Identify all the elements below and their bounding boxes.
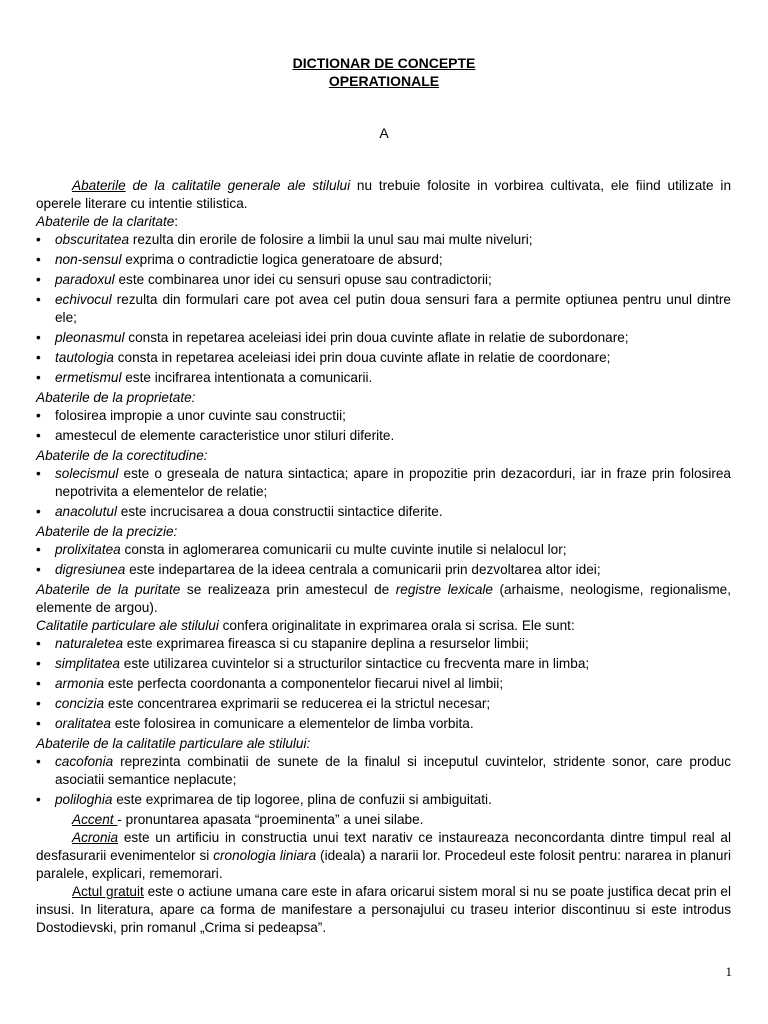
list-item: [36, 503, 731, 521]
bullet-icon: •: [36, 542, 41, 557]
definition: consta in aglomerarea comunicarii cu multe cuvinte inutile si nelalocul lor;: [120, 542, 567, 557]
definition: (ideala) a nararii lor. Procedeul este folosit pentru: nararea in planuri paralele, explicari, rememorari.: [36, 848, 731, 881]
acronia-entry: [36, 829, 731, 883]
term: ermetismul: [55, 370, 122, 385]
term: poliloghia: [55, 792, 113, 807]
corectitudine-heading-label: Abaterile de la corectitudine:: [36, 448, 208, 463]
definition: rezulta din formulari care pot avea cel putin doua sensuri fara a permite optiunea pentru unul dintre ele;: [55, 292, 731, 325]
term: solecismul: [55, 466, 119, 481]
list-item: [36, 251, 731, 269]
list-item: [36, 465, 731, 501]
term: tautologia: [55, 350, 114, 365]
headword: Accent: [72, 812, 118, 827]
term-abaterile: Abaterile: [72, 178, 126, 193]
bullet-icon: •: [36, 696, 41, 711]
list-item: [36, 753, 731, 789]
list-item: [36, 349, 731, 367]
list-item: [36, 271, 731, 289]
bullet-icon: •: [36, 232, 41, 247]
definition: este perfecta coordonanta a componentelor fiecarui nivel al limbii;: [104, 676, 504, 691]
intro-italic-phrase: de la calitatile generale ale stilului: [125, 178, 351, 193]
precizie-list: [36, 541, 731, 579]
section-letter: A: [379, 125, 389, 141]
bullet-icon: •: [36, 562, 41, 577]
definition: este un artificiu in constructia unui text narativ ce instaureaza neconcordanta dintre timpul real al desfasurarii evenimentelor si: [36, 830, 731, 863]
term: Calitatile particulare ale stilului: [36, 618, 219, 633]
page-number: 1: [725, 964, 732, 979]
bullet-icon: •: [36, 656, 41, 671]
proprietate-heading-label: Abaterile de la proprietate:: [36, 390, 196, 405]
title-line-1: DICTIONAR DE CONCEPTE: [292, 55, 476, 71]
definition: este exprimarea fireasca si cu stapanire deplina a resurselor limbii;: [123, 636, 529, 651]
dash: -: [117, 812, 122, 827]
intro-text: nu trebuie folosite in vorbirea cultivata, ele fiind utilizate in operele literare cu intentie stilistica.: [36, 178, 731, 211]
precizie-heading: [36, 523, 731, 541]
bullet-icon: •: [36, 272, 41, 287]
intro-paragraph: [36, 177, 731, 213]
corectitudine-heading: [36, 447, 731, 465]
headword: Actul gratuit: [72, 884, 144, 899]
term: armonia: [55, 676, 105, 691]
definition: exprima o contradictie logica generatoare de absurd;: [121, 252, 443, 267]
bullet-icon: •: [36, 636, 41, 651]
list-item: [36, 675, 731, 693]
bullet-icon: •: [36, 330, 41, 345]
definition: este folosirea in comunicare a elementelor de limba vorbita.: [110, 716, 474, 731]
text: confera originalitate in exprimarea orala si scrisa. Ele sunt:: [218, 618, 575, 633]
list-item: [36, 329, 731, 347]
list-item: [36, 541, 731, 559]
definition: consta in repetarea aceleiasi idei prin doua cuvinte aflate in relatie de coordonare;: [113, 350, 611, 365]
bullet-icon: •: [36, 252, 41, 267]
term: Abaterile de la puritate: [36, 582, 181, 597]
definition: este utilizarea cuvintelor si a structurilor sintactice cu frecventa mare in limba;: [119, 656, 590, 671]
corectitudine-list: [36, 465, 731, 521]
headword: Acronia: [72, 830, 119, 845]
particulare-list: [36, 635, 731, 733]
bullet-icon: •: [36, 504, 41, 519]
term: paradoxul: [55, 272, 115, 287]
definition: este o actiune umana care este in afara oricarui sistem moral si nu se poate justifica decat prin el insusi. In literatura, apare ca forma de manifestare a personajului cu traseu interior discontinuu si este introdus Dostodievski, prin romanul „Crima si pedeapsa”.: [36, 884, 732, 935]
definition: este concentrarea exprimarii se reducerea ei la strictul necesar;: [104, 696, 491, 711]
term: oralitatea: [55, 716, 111, 731]
document-body: [36, 177, 731, 937]
definition: este incifrarea intentionata a comunicarii.: [121, 370, 373, 385]
bullet-icon: •: [36, 350, 41, 365]
bullet-icon: •: [36, 466, 41, 481]
text: se realizeaza prin amestecul de: [180, 582, 396, 597]
list-item: [36, 407, 731, 425]
term: concizia: [55, 696, 105, 711]
claritate-heading-colon: :: [174, 214, 179, 229]
definition: rezulta din erorile de folosire a limbii la unul sau mai multe niveluri;: [129, 232, 533, 247]
term: naturaletea: [55, 636, 124, 651]
title-line-2: OPERATIONALE: [328, 73, 440, 89]
term: obscuritatea: [55, 232, 130, 247]
claritate-heading: [36, 213, 731, 231]
definition: este indepartarea de la ideea centrala a comunicarii prin dezvoltarea altor idei;: [125, 562, 601, 577]
term: prolixitatea: [55, 542, 121, 557]
term: echivocul: [55, 292, 112, 307]
definition: este o greseala de natura sintactica; apare in propozitie prin dezacorduri, iar in fraze prin folosirea nepotrivita a elementelor de relatie;: [55, 466, 731, 499]
list-item: [36, 791, 731, 809]
list-item: [36, 369, 731, 387]
list-item: [36, 561, 731, 579]
bullet-icon: •: [36, 428, 41, 443]
proprietate-heading: [36, 389, 731, 407]
definition: amestecul de elemente caracteristice unor stiluri diferite.: [55, 428, 395, 443]
definition: reprezinta combinatii de sunete de la finalul si inceputul cuvintelor, stridente sonor, care produc asociatii semantice neplacute;: [55, 754, 731, 787]
list-item: [36, 695, 731, 713]
term: non-sensul: [55, 252, 122, 267]
claritate-list: [36, 231, 731, 387]
bullet-icon: •: [36, 716, 41, 731]
bullet-icon: •: [36, 408, 41, 423]
bullet-icon: •: [36, 292, 41, 307]
list-item: [36, 655, 731, 673]
precizie-heading-label: Abaterile de la precizie:: [36, 524, 178, 539]
term: cronologia liniara: [213, 848, 317, 863]
list-item: [36, 231, 731, 249]
bullet-icon: •: [36, 676, 41, 691]
list-item: [36, 291, 731, 327]
list-item: [36, 427, 731, 445]
bullet-icon: •: [36, 792, 41, 807]
definition: folosirea impropie a unor cuvinte sau constructii;: [55, 408, 346, 423]
particulare-paragraph: [36, 617, 731, 635]
term: digresiunea: [55, 562, 126, 577]
bullet-icon: •: [36, 370, 41, 385]
abateri-particulare-list: [36, 753, 731, 809]
definition: este exprimarea de tip logoree, plina de confuzii si ambiguitati.: [112, 792, 492, 807]
term: simplitatea: [55, 656, 120, 671]
actul-gratuit-entry: [36, 883, 731, 937]
abateri-particulare-heading-label: Abaterile de la calitatile particulare ale stilului:: [36, 736, 311, 751]
definition: consta in repetarea aceleiasi idei prin doua cuvinte aflate in relatie de subordonare;: [124, 330, 629, 345]
term: pleonasmul: [55, 330, 125, 345]
term: anacolutul: [55, 504, 117, 519]
proprietate-list: [36, 407, 731, 445]
text: (arhaisme, neologisme, regionalisme, elemente de argou).: [36, 582, 731, 615]
list-item: [36, 635, 731, 653]
definition: este incrucisarea a doua constructii sintactice diferite.: [116, 504, 443, 519]
claritate-heading-label: Abaterile de la claritate: [36, 214, 175, 229]
term: cacofonia: [55, 754, 114, 769]
definition: pronuntarea apasata “proeminenta” a unei silabe.: [121, 812, 424, 827]
term: registre lexicale: [395, 582, 493, 597]
definition: este combinarea unor idei cu sensuri opuse sau contradictorii;: [114, 272, 492, 287]
list-item: [36, 715, 731, 733]
bullet-icon: •: [36, 754, 41, 769]
puritate-paragraph: [36, 581, 731, 617]
abateri-particulare-heading: [36, 735, 731, 753]
accent-entry: [36, 811, 731, 829]
